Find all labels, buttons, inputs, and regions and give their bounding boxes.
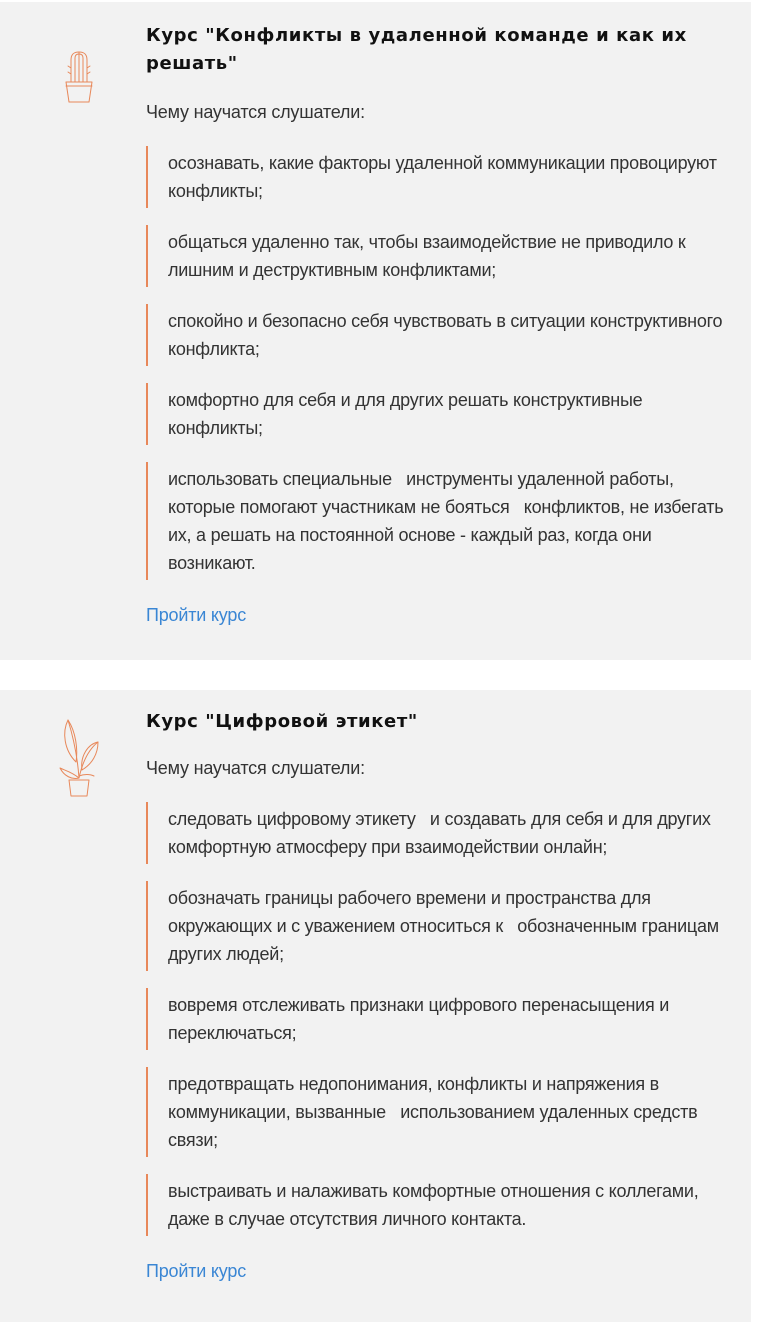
outcome-item: следовать цифровому этикету и создавать для себя и для других комфортную атмосферу при взаимодействии онлайн; <box>146 802 727 864</box>
outcome-item: осознавать, какие факторы удаленной коммуникации провоцируют конфликты; <box>146 146 727 208</box>
take-course-link[interactable]: Пройти курс <box>146 605 246 625</box>
learn-label: Чему научатся слушатели: <box>146 102 365 122</box>
outcome-item: комфортно для себя и для других решать конструктивные конфликты; <box>146 383 727 445</box>
course-card <box>0 2 751 660</box>
outcome-item: спокойно и безопасно себя чувствовать в ситуации конструктивного конфликта; <box>146 304 727 366</box>
course-title: Курс "Конфликты в удаленной команде и как их решать" <box>146 25 687 74</box>
outcome-item: общаться удаленно так, чтобы взаимодействие не приводило к лишним и деструктивным конфликтами; <box>146 225 727 287</box>
outcome-item: вовремя отслеживать признаки цифрового перенасыщения и переключаться; <box>146 988 727 1050</box>
outcome-item: обозначать границы рабочего времени и пространства для окружающих и с уважением относиться к обозначенным границам других людей; <box>146 881 727 971</box>
outcomes-list <box>146 802 727 1236</box>
course-title: Курс "Цифровой этикет" <box>146 711 418 732</box>
outcome-item: предотвращать недопонимания, конфликты и напряжения в коммуникации, вызванные использованием удаленных средств связи; <box>146 1067 727 1157</box>
course-card <box>0 690 751 1322</box>
take-course-link[interactable]: Пройти курс <box>146 1261 246 1281</box>
outcomes-list <box>146 146 727 580</box>
cactus-icon <box>58 48 100 104</box>
outcome-item: выстраивать и налаживать комфортные отношения с коллегами, даже в случае отсутствия личного контакта. <box>146 1174 727 1236</box>
learn-label: Чему научатся слушатели: <box>146 758 365 778</box>
outcome-item: использовать специальные инструменты удаленной работы, которые помогают участникам не бояться конфликтов, не избегать их, а решать на постоянной основе - каждый раз, когда они возникают. <box>146 462 727 580</box>
potted-plant-icon <box>58 716 100 798</box>
